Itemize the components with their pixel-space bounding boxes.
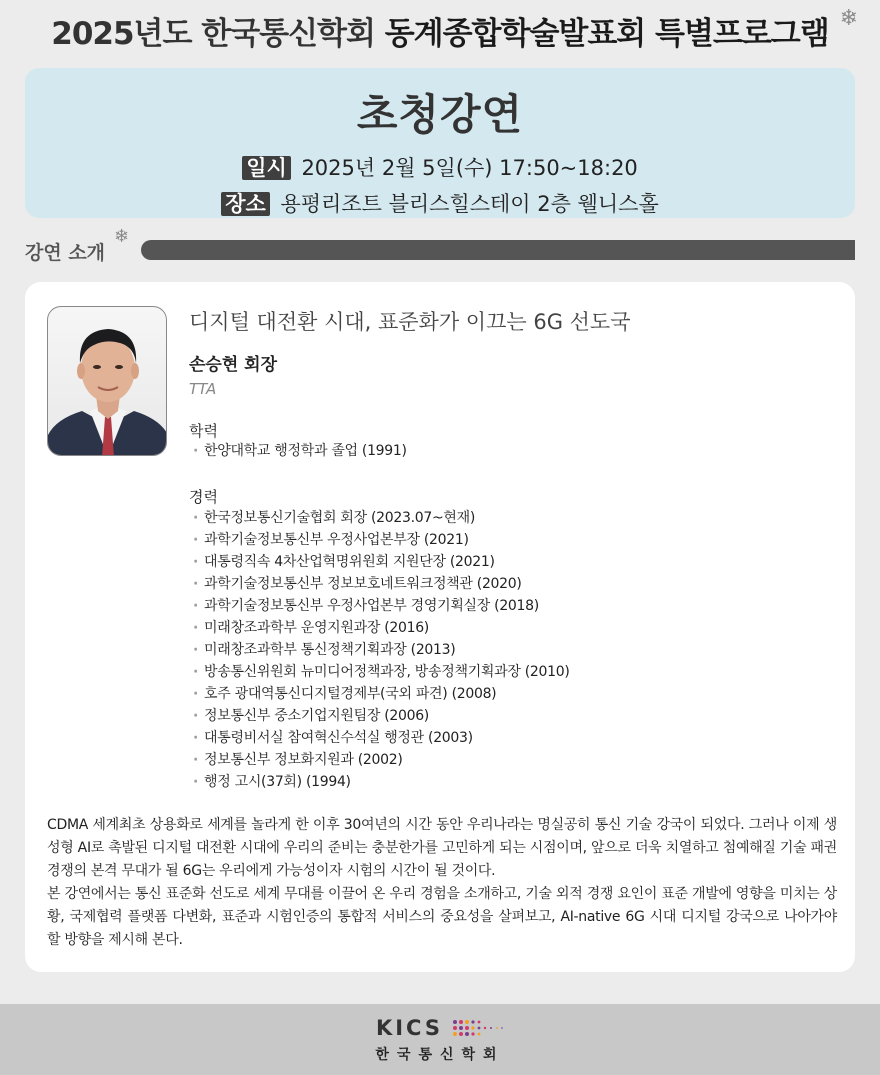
place-tag: 장소 [221, 192, 270, 216]
event-info-box [25, 68, 855, 218]
speaker-organization: TTA [189, 380, 217, 398]
date-tag: 일시 [242, 156, 291, 180]
list-item: · 호주 광대역통신디지털경제부(국외 파견) (2008) [193, 683, 570, 705]
list-item: · 방송통신위원회 뉴미디어정책과장, 방송정책기획과장 (2010) [193, 661, 570, 683]
list-item: · 행정 고시(37회) (1994) [193, 771, 570, 793]
career-list [193, 507, 570, 793]
section-divider-bar [141, 240, 855, 260]
page-title-part2: 동계종합학술발표회 특별프로그램 [384, 16, 829, 52]
list-item: · 과학기술정보통신부 우정사업본부장 (2021) [193, 529, 570, 551]
logo-text: KICS [375, 1016, 443, 1040]
page-header [0, 0, 880, 68]
snowflake-icon: ❄ [839, 6, 858, 31]
date-value: 2025년 2월 5일(수) 17:50~18:20 [294, 156, 638, 180]
section-header [25, 226, 855, 268]
list-item: · 과학기술정보통신부 정보보호네트워크정책관 (2020) [193, 573, 570, 595]
description-paragraph: 본 강연에서는 통신 표준화 선도로 세계 무대를 이끌어 온 우리 경험을 소개하고, 기술 외적 경쟁 요인이 표준 개발에 영향을 미치는 상황, 국제협력 플랫폼 다변화, 표준과 시험인증의 통합적 서비스의 중요성을 살펴보고, AI-native 6G 시대 디지털 강국으로 나아가야 할 방향을 제시해 본다. [47, 886, 837, 948]
lecture-description [47, 814, 837, 952]
education-list [193, 440, 407, 462]
footer [0, 1004, 880, 1075]
list-item: · 미래창조과학부 운영지원과장 (2016) [193, 617, 570, 639]
page-title-part1: 2025년도 한국통신학회 [51, 16, 385, 52]
place-value: 용평리조트 블리스힐스테이 2층 웰니스홀 [273, 192, 659, 216]
list-item: · 대통령비서실 참여혁신수석실 행정관 (2003) [193, 727, 570, 749]
lecture-title: 디지털 대전환 시대, 표준화가 이끄는 6G 선도국 [189, 310, 631, 334]
list-item: · 미래창조과학부 통신정책기획과장 (2013) [193, 639, 570, 661]
list-item: · 정보통신부 중소기업지원팀장 (2006) [193, 705, 570, 727]
list-item: · 대통령직속 4차산업혁명위원회 지원단장 (2021) [193, 551, 570, 573]
list-item: · 정보통신부 정보화지원과 (2002) [193, 749, 570, 771]
kics-dots-icon [452, 1019, 504, 1037]
snowflake-icon: ❄ [114, 226, 130, 247]
speaker-portrait-image [48, 307, 167, 456]
education-heading: 학력 [189, 422, 218, 440]
section-label: 강연 소개 [25, 242, 106, 264]
page-title [0, 0, 880, 68]
event-title: 초청강연 [356, 90, 524, 139]
speaker-photo [47, 306, 167, 456]
description-paragraph: CDMA 세계최초 상용화로 세계를 놀라게 한 이후 30여년의 시간 동안 우리나라는 명실공히 통신 기술 강국이 되었다. 그러나 이제 생성형 AI로 촉발된 디지털 대전환 시대에 우리의 준비는 충분한가를 고민하게 되는 시점이며, 앞으로 더욱 치열하고 첨예해질 기술 패권 경쟁의 본격 무대가 될 6G는 우리에게 가능성이자 시험의 시간이 될 것이다. [47, 817, 837, 879]
org-name: 한국통신학회 [375, 1047, 505, 1063]
career-heading: 경력 [189, 488, 218, 506]
list-item: · 한국정보통신기술협회 회장 (2023.07~현재) [193, 507, 570, 529]
event-date-row [25, 152, 855, 182]
list-item: · 한양대학교 행정학과 졸업 (1991) [193, 440, 407, 462]
event-place-row [25, 188, 855, 218]
speaker-name: 손승현 회장 [189, 355, 278, 375]
list-item: · 과학기술정보통신부 우정사업본부 경영기획실장 (2018) [193, 595, 570, 617]
lecture-card [25, 282, 855, 972]
kics-logo [0, 1016, 880, 1040]
